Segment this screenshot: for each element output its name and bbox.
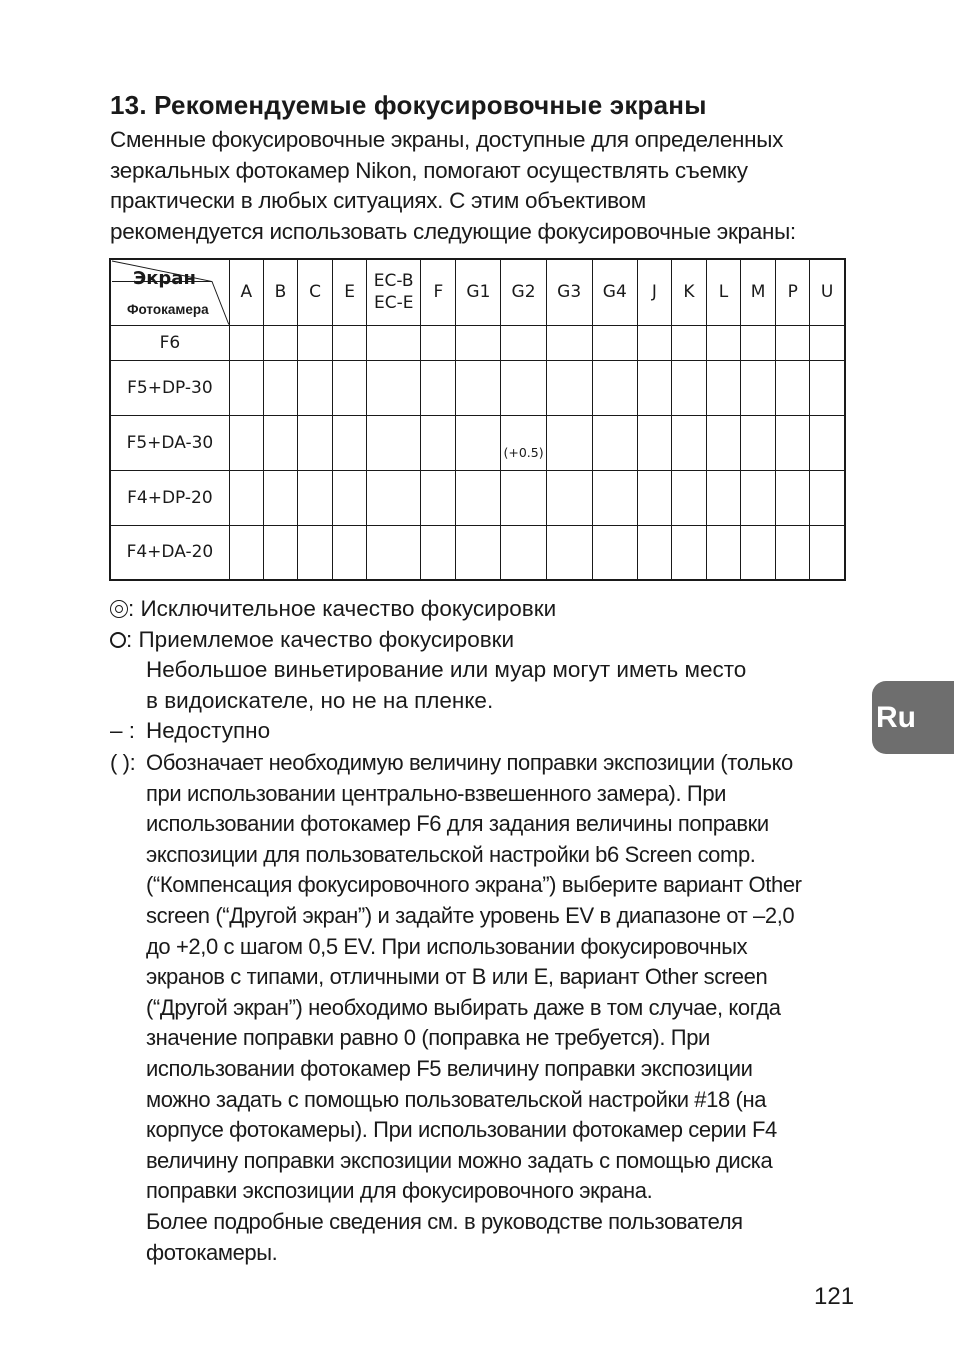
column-header: K [671,259,706,325]
paren-note-line: поправки экспозиции для фокусировочного экрана. [146,1178,653,1204]
parentheses-symbol: ( ): [110,750,136,775]
table-corner-cell [110,259,229,325]
table-row [110,360,845,415]
camera-header-label: Фотокамера [127,302,209,317]
circle-icon [110,632,126,648]
legend-unavailable-text: Недоступно [146,718,271,744]
camera-cell: F6 [110,325,229,360]
column-header-line: EC-B [373,271,414,292]
column-header: B [263,259,297,325]
legend-acceptable-note: Небольшое виньетирование или муар могут иметь место [146,657,747,683]
camera-cell: F4+DA-20 [110,525,229,580]
paren-note-line: использовании фотокамер F6 для задания величины поправки [146,811,769,837]
exposure-note-cell [501,415,546,470]
intro-line: практически в любых ситуациях. С этим объективом [110,188,646,213]
dash-symbol: – : [110,718,136,744]
paren-note-line: Более подробные сведения см. в руководстве пользователя [146,1208,743,1234]
paren-note-line: экспозиции для пользовательской настройки b6 Screen comp. [146,841,756,867]
paren-note-line: (“Другой экран”) необходимо выбирать даже в том случае, когда [146,994,781,1020]
column-header: G3 [546,259,592,325]
column-header: M [741,259,776,325]
page-number: 121 [814,1283,855,1310]
legend [110,594,850,747]
legend-acceptable [110,625,850,656]
column-header: G2 [501,259,546,325]
column-header: J [637,259,671,325]
paren-note-line: фотокамеры. [146,1239,278,1265]
paren-note-first-line [110,748,850,779]
table-row [110,470,845,525]
column-header [367,259,421,325]
camera-cell: F4+DP-20 [110,470,229,525]
column-header: G4 [592,259,637,325]
legend-excellent [110,594,850,625]
legend-excellent-text: : Исключительное качество фокусировки [128,596,557,621]
legend-acceptable-note: в видоискателе, но не на пленке. [146,687,494,713]
column-header-line: EC-E [373,293,414,314]
table-row [110,415,845,470]
column-header: C [297,259,332,325]
paren-note-line: корпусе фотокамеры). При использовании фотокамер серии F4 [146,1117,777,1143]
intro-line: Сменные фокусировочные экраны, доступные для определенных [110,127,784,152]
paren-note-line: (“Компенсация фокусировочного экрана”) выберите вариант Other [146,872,802,898]
screen-header-label: Экран [133,268,196,289]
focusing-screen-table [109,258,846,581]
camera-cell: F5+DA-30 [110,415,229,470]
column-header: A [229,259,263,325]
table-row [110,325,845,360]
column-header: P [776,259,810,325]
paren-note-line: использовании фотокамер F5 величину поправки экспозиции [146,1055,753,1081]
column-header: E [333,259,367,325]
paren-note-line: до +2,0 с шагом 0,5 EV. При использовании фокусировочных [146,933,748,959]
legend-acceptable-text: : Приемлемое качество фокусировки [126,626,515,652]
paren-note-line: значение поправки равно 0 (поправка не требуется). При [146,1025,710,1051]
column-header: U [810,259,845,325]
intro-line: рекомендуется использовать следующие фокусировочные экраны: [110,218,796,244]
exposure-note: (+0.5) [503,445,544,460]
column-header: L [707,259,741,325]
section-heading: 13. Рекомендуемые фокусировочные экраны [110,90,707,120]
camera-cell: F5+DP-30 [110,360,229,415]
column-header: G1 [456,259,501,325]
paren-note-line: величину поправки экспозиции можно задать с помощью диска [146,1147,773,1173]
paren-note-line: экранов с типами, отличными от B или E, вариант Other screen [146,964,768,990]
intro-line: зеркальных фотокамер Nikon, помогают осуществлять съемку [110,157,748,183]
paren-note-line: можно задать с помощью пользовательской настройки #18 (на [146,1086,767,1112]
paren-note-line: Обозначает необходимую величину поправки экспозиции (только [146,750,793,775]
legend-unavailable [110,716,850,747]
intro-paragraph [110,125,850,247]
column-header: F [421,259,456,325]
paren-note-line: screen (“Другой экран”) и задайте уровень EV в диапазоне от –2,0 [146,902,795,928]
double-circle-icon [110,600,128,618]
table-header-row [110,259,845,325]
exposure-note-paragraph [110,748,850,1268]
paren-note-line: при использовании центрально-взвешенного замера). При [146,780,727,806]
table-row [110,525,845,580]
language-tab: Ru [872,681,954,754]
